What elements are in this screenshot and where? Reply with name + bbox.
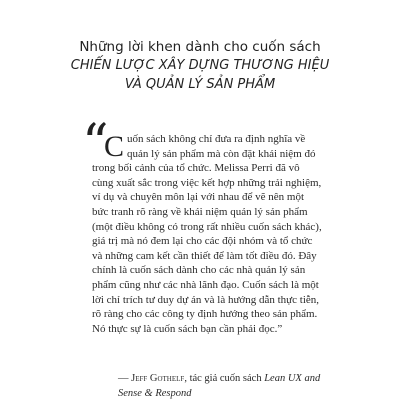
drop-cap-letter: C xyxy=(104,130,125,163)
author-name: Jeff Gothelf xyxy=(131,373,185,384)
author-works: Lean UX and Sense & Respond xyxy=(118,373,321,399)
testimonial-quote xyxy=(92,132,323,336)
book-title-line-2: VÀ QUẢN LÝ SẢN PHẨM xyxy=(124,77,276,92)
praise-heading: Những lời khen dành cho cuốn sách xyxy=(79,39,321,55)
attribution-dash: — xyxy=(118,373,132,384)
testimonial-text: uốn sách không chỉ đưa ra định nghĩa về quản lý sản phẩm mà còn đặt khái niệm đó trong bối cảnh của tổ chức. Melissa Perri đã vô cùng xuất sắc trong việc kết hợp những trải nghiệm, ví dụ và chuyên môn lại với nhau để vẽ nên một bức tranh rõ ràng về khái niệm quản lý sản phẩm (một điều không có trong rất nhiều cuốn sách khác), giá trị mà nó đem lại cho các đội nhóm và tổ chức và những cam kết cần thiết để làm tốt điều đó. Đây chính là cuốn sách dành cho các nhà quản lý sản phẩm cũng như các nhà lãnh đạo. Cuốn sách là một lời chỉ trích tư duy dự án và là hướng dẫn thực tiễn, rõ ràng cho các công ty định hướng theo sản phẩm. Nó thực sự là cuốn sách bạn cần phải đọc.” xyxy=(92,133,322,335)
author-role: , tác giả cuốn sách xyxy=(184,373,265,384)
book-title-line-1: CHIẾN LƯỢC XÂY DỰNG THƯƠNG HIỆU xyxy=(70,58,330,73)
page-header xyxy=(0,38,400,94)
open-quote-mark: “ xyxy=(82,114,109,174)
testimonial-attribution xyxy=(118,371,338,401)
